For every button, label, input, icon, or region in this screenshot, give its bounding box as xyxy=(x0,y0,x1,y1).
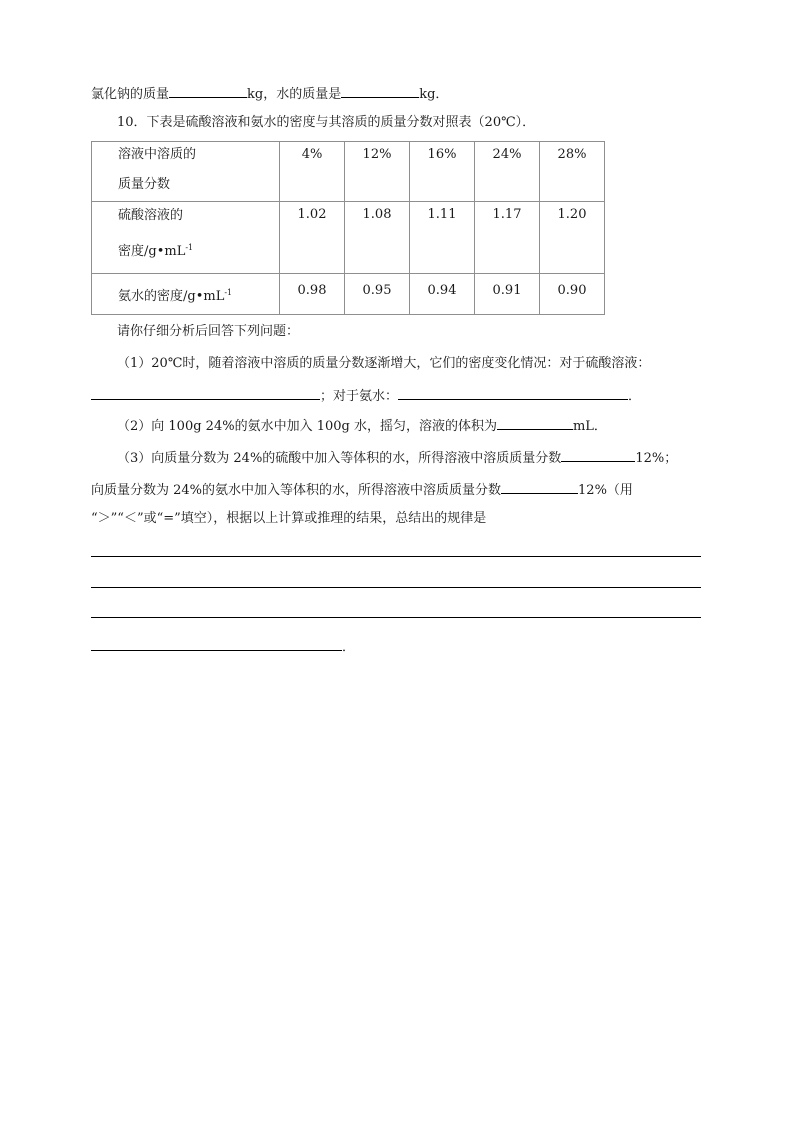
table-cell: 0.95 xyxy=(345,274,410,315)
table-cell: 0.91 xyxy=(475,274,540,315)
answer-blank-sulfuric-compare[interactable] xyxy=(561,447,635,462)
answer-blank-water-mass[interactable] xyxy=(341,83,419,98)
table-cell: 16% xyxy=(410,142,475,202)
answer-rule-3[interactable] xyxy=(91,617,701,618)
table-cell: 1.11 xyxy=(410,202,475,274)
answer-blank-ammonia-trend[interactable] xyxy=(398,385,628,400)
subquestion-1-end: ． xyxy=(628,389,642,404)
subquestion-2-unit: mL． xyxy=(572,419,607,434)
answer-rule-4[interactable] xyxy=(91,636,342,651)
table-cell: 0.94 xyxy=(410,274,475,315)
table-cell: 1.20 xyxy=(540,202,605,274)
subquestion-3 xyxy=(117,447,677,468)
answer-blank-volume[interactable] xyxy=(497,415,573,430)
question-title: 10．下表是硫酸溶液和氨水的密度与其溶质的质量分数对照表（20℃）． xyxy=(117,115,536,130)
subquestion-1: （1）20℃时，随着溶液中溶质的质量分数逐渐增大，它们的密度变化情况：对于硫酸溶液： xyxy=(117,356,651,371)
row-label-sulfuric-density: 硫酸溶液的 密度$/g•mL^{-1}$ xyxy=(92,202,280,274)
table-cell: 1.02 xyxy=(280,202,345,274)
row-label-ammonia-density: 氨水的密度$/g•mL^{-1}$ xyxy=(92,274,280,315)
subquestion-3-line-2 xyxy=(91,479,633,500)
table-row xyxy=(92,142,605,202)
subquestion-3-line-3: “＞”“＜”或“=”填空），根据以上计算或推理的结果，总结出的规律是 xyxy=(91,511,487,526)
table-cell: 28% xyxy=(540,142,605,202)
subquestion-2-text: （2）向 100g 24%的氨水中加入 100g 水，摇匀，溶液的体积为 xyxy=(117,419,497,434)
intro-unit-1: kg，水的质量是 xyxy=(247,87,342,102)
table-row xyxy=(92,202,605,274)
row-label-mass-fraction: 溶液中溶质的 质量分数 xyxy=(92,142,280,202)
table-cell: 1.17 xyxy=(475,202,540,274)
subquestion-2 xyxy=(117,415,607,436)
table-cell: 12% xyxy=(345,142,410,202)
question-prompt: 请你仔细分析后回答下列问题： xyxy=(117,324,300,339)
intro-text: 氯化钠的质量 xyxy=(91,87,170,102)
table-cell: 1.08 xyxy=(345,202,410,274)
answer-blank-ammonia-compare[interactable] xyxy=(501,479,578,494)
table-row xyxy=(92,274,605,315)
answer-blank-nacl-mass[interactable] xyxy=(169,83,247,98)
final-period: ． xyxy=(342,640,356,655)
subquestion-3-line-2-end: 12%（用 xyxy=(578,483,633,498)
subquestion-3-end: 12%； xyxy=(635,451,678,466)
subquestion-1-mid: ；对于氨水： xyxy=(320,389,399,404)
answer-rule-final-line xyxy=(91,636,355,657)
density-table xyxy=(91,141,605,315)
answer-rule-2[interactable] xyxy=(91,587,701,588)
table-cell: 0.90 xyxy=(540,274,605,315)
table-cell: 24% xyxy=(475,142,540,202)
answer-rule-1[interactable] xyxy=(91,556,701,557)
subquestion-1-answer-line xyxy=(91,385,641,406)
intro-unit-2: kg． xyxy=(419,87,449,102)
subquestion-3-line-2-text: 向质量分数为 24%的氨水中加入等体积的水，所得溶液中溶质质量分数 xyxy=(91,483,502,498)
subquestion-3-text: （3）向质量分数为 24%的硫酸中加入等体积的水，所得溶液中溶质质量分数 xyxy=(117,451,562,466)
table-cell: 0.98 xyxy=(280,274,345,315)
intro-line xyxy=(91,83,448,104)
table-cell: 4% xyxy=(280,142,345,202)
answer-blank-sulfuric-trend[interactable] xyxy=(91,385,320,400)
